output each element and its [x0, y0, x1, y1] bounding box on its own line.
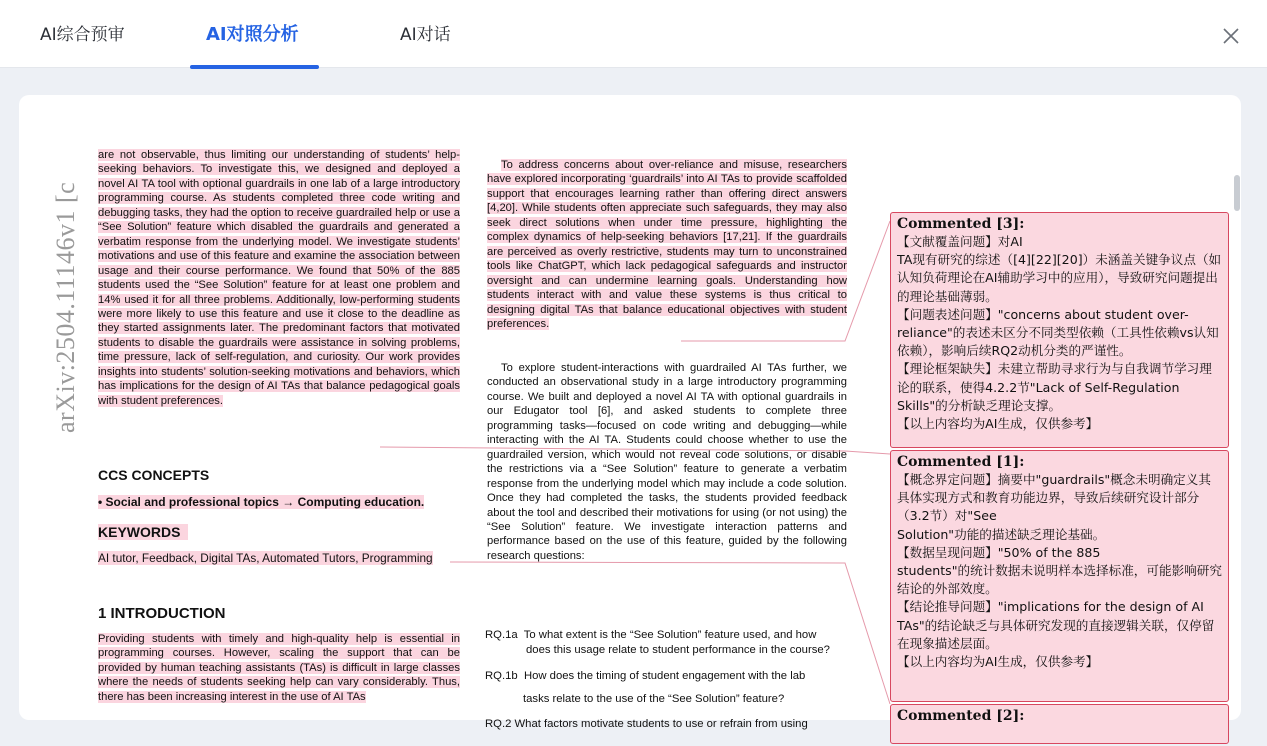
intro-heading: 1 INTRODUCTION [98, 605, 226, 622]
scrollbar-thumb[interactable] [1234, 175, 1240, 211]
top-bar [0, 0, 1267, 68]
intro-text: Providing students with timely and high-quality help is essential in programming courses. However, scaling the support that can be provided by human teaching assistants (TAs) is difficult in large classes where the needs of students seeking help can vary considerably. Thus, there has been increasing interest in the use of AI TAs [98, 633, 460, 703]
tab-ai-comprehensive-review[interactable]: AI综合预审 [40, 25, 125, 45]
col2-paragraph-1: To address concerns about over-reliance and misuse, researchers have explored incorporating ‘guardrails’ into AI TAs to provide scaffolded support that encourages learning rather than offering direct answers [4,20]. While students often appreciate such safeguards, they may also seek direct solutions when under time pressure, highlighting the complex dynamics of help-seeking behaviors [17,21]. If the guardrails are perceived as overly restrictive, students may turn to unconstrained tools like ChatGPT, which lack pedagogical safeguards and instructor oversight and can undermine learning goals. Understanding how students interact with and value these systems is thus critical to designing digital TAs that balance educational objectives with student preferences. [487, 159, 847, 330]
active-tab-indicator [190, 65, 319, 69]
abstract-text: are not observable, thus limiting our understanding of students’ help-seeking behaviors. To investigate this, we designed and deployed a novel AI TA tool with optional guardrails in one lab of a large introductory programming course. As students completed three code writing and debugging tasks, they had the option to receive guardrailed help or use a “See Solution” feature which disabled the guardrails and generated a verbatim response from the underlying model. We investigate students’ motivations and use of this feature and examine the association between usage and their course performance. We found that 50% of the 885 students used the “See Solution” feature for at least one problem and 14% used it for all three problems. Additionally, low-performing students were more likely to use this feature and use it close to the deadline as they started assignments later. The predominant factors that motivated students to disable the guardrails were assistance in solving problems, time pressure, lack of self-regulation, and curiosity. Our work provides insights into students’ solution-seeking motivations and behaviors, which has implications for the design of AI TAs that balance pedagogical goals with student preferences. [98, 149, 460, 407]
tab-ai-chat[interactable]: AI对话 [400, 25, 451, 45]
close-icon[interactable] [1219, 24, 1243, 48]
comment-3[interactable]: Commented [3]: 【文献覆盖问题】对AI TA现有研究的综述（[4][22][20]）未涵盖关键争议点（如认知负荷理论在AI辅助学习中的应用），导致研究问题提出的理论基础薄弱。 【问题表述问题】"concerns about student over-reliance"的表述未区分不同类型依赖（工具性依赖vs认知依赖），影响后续RQ2动机分类的严谨性。 【理论框架缺失】未建立帮助寻求行为与自我调节学习理论的联系，使得4.2.2节"Lack of Self-Regulation Skills"的分析缺乏理论支撑。 【以上内容均为AI生成，仅供参考】 [890, 212, 1229, 448]
tab-ai-comparison-analysis[interactable]: AI对照分析 [206, 24, 299, 45]
keywords-text: AI tutor, Feedback, Digital TAs, Automated Tutors, Programming [98, 551, 433, 565]
document-page[interactable] [45, 149, 1227, 730]
comment-2[interactable]: Commented [2]: [890, 704, 1229, 744]
ccs-heading: CCS CONCEPTS [98, 467, 210, 483]
rq-2: RQ.2 What factors motivate students to use or refrain from using [485, 718, 808, 730]
keywords-heading: KEYWORDS [98, 524, 188, 540]
rq-1b: RQ.1b How does the timing of student engagement with the lab tasks relate to the use of the “See Solution” feature? [485, 670, 806, 705]
comment-1[interactable]: Commented [1]: 【概念界定问题】摘要中"guardrails"概念未明确定义其具体实现方式和教育功能边界，导致后续研究设计部分（3.2节）对"See Solution"功能的描述缺乏理论基础。 【数据呈现问题】"50% of the 885 students"的统计数据未说明样本选择标准，可能影响研究结论的外部效度。 【结论推导问题】"implications for the design of AI TAs"的结论缺乏与具体研究发现的直接逻辑关联，仅停留在现象描述层面。 【以上内容均为AI生成，仅供参考】 [890, 450, 1229, 702]
rq-1a: RQ.1a To what extent is the “See Solution” feature used, and how does this usage relate to student performance in the course? [485, 629, 830, 656]
col2-paragraph-2: To explore student-interactions with guardrailed AI TAs further, we conducted an observational study in a large introductory programming course. We built and deployed a novel AI TA with optional guardrails in our Edugator tool [6], and asked students to complete three programming tasks—focused on code writing and debugging—while interacting with the AI TA. Students could choose whether to use the guardrailed version, which would not reveal code solutions, or disable the restrictions via a “See Solution” feature to generate a verbatim response from the underlying model which may include a code solution. Once they had completed the tasks, the students provided feedback about the tool and described their motivations for using (or not using) the “See Solution” feature. We investigate interaction patterns and performance based on the use of this feature, guided by the following research questions: [487, 362, 847, 562]
document-panel [19, 95, 1241, 730]
arxiv-watermark: arXiv:2504.11146v1 [c [51, 181, 80, 433]
ccs-text: • Social and professional topics → Computing education. [98, 495, 425, 509]
